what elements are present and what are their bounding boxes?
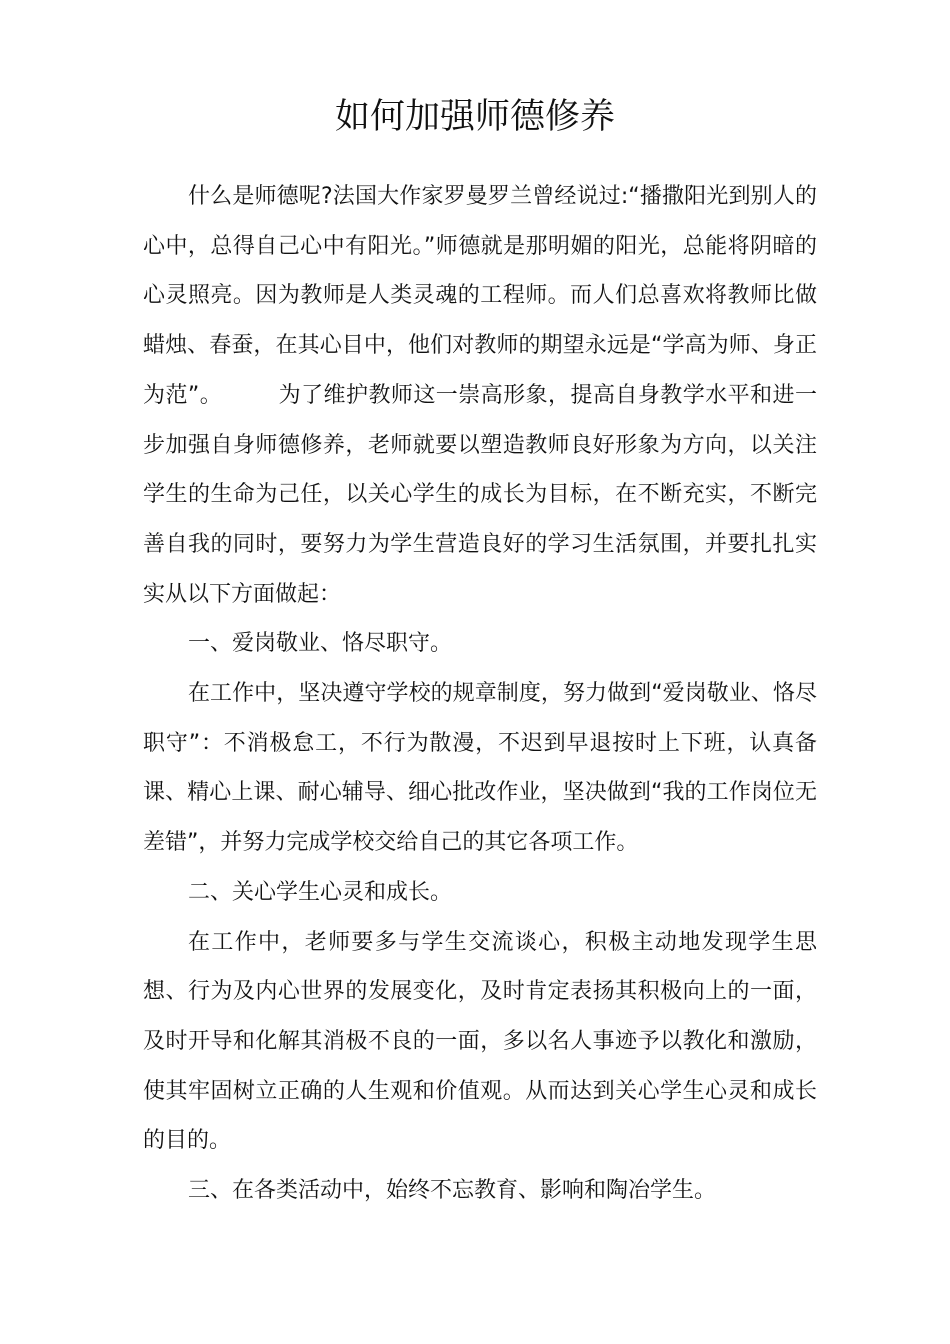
paragraph-intro-part-a: 什么是师德呢?法国大作家罗曼罗兰曾经说过:“播撒阳光到别人的心中，总得自己心中有阳光。”师德就是那明媚的阳光，总能将阴暗的心灵照亮。因为教师是人类灵魂的工程师。而人们总喜欢将教师比做蜡烛、春蚕，在其心目中，他们对教师的期望永远是“学高为师、身正为范”。 [143,184,817,408]
document-title: 如何加强师德修养 [334,97,615,137]
paragraph-intro-part-b: 为了维护教师这一崇高形象，提高自身教学水平和进一步加强自身师德修养，老师就要以塑造教师良好形象为方向，以关注学生的生命为己任，以关心学生的成长为目标，在不断充实，不断完善自我的同时，要努力为学生营造良好的学习生活氛围，并要扎扎实实从以下方面做起： [143,382,817,607]
paragraph-section-2: 在工作中，老师要多与学生交流谈心，积极主动地发现学生思想、行为及内心世界的发展变化，及时肯定表扬其积极向上的一面，及时开导和化解其消极不良的一面，多以名人事迹予以教化和激励，使其牢固树立正确的人生观和价值观。从而达到关心学生心灵和成长的目的。 [143,929,817,1154]
section-heading-3: 三、在各类活动中，始终不忘教育、影响和陶冶学生。 [188,1178,717,1204]
document-body [143,172,817,1216]
section-heading-2: 二、关心学生心灵和成长。 [188,879,453,905]
section-heading-1: 一、爱岗敬业、恪尽职守。 [188,631,453,657]
paragraph-section-1: 在工作中，坚决遵守学校的规章制度，努力做到“爱岗敬业、恪尽职守”：不消极怠工，不行为散漫，不迟到早退按时上下班，认真备课、精心上课、耐心辅导、细心批改作业，坚决做到“我的工作岗位无差错”，并努力完成学校交给自己的其它各项工作。 [143,681,817,856]
paragraph-intro [143,172,817,619]
